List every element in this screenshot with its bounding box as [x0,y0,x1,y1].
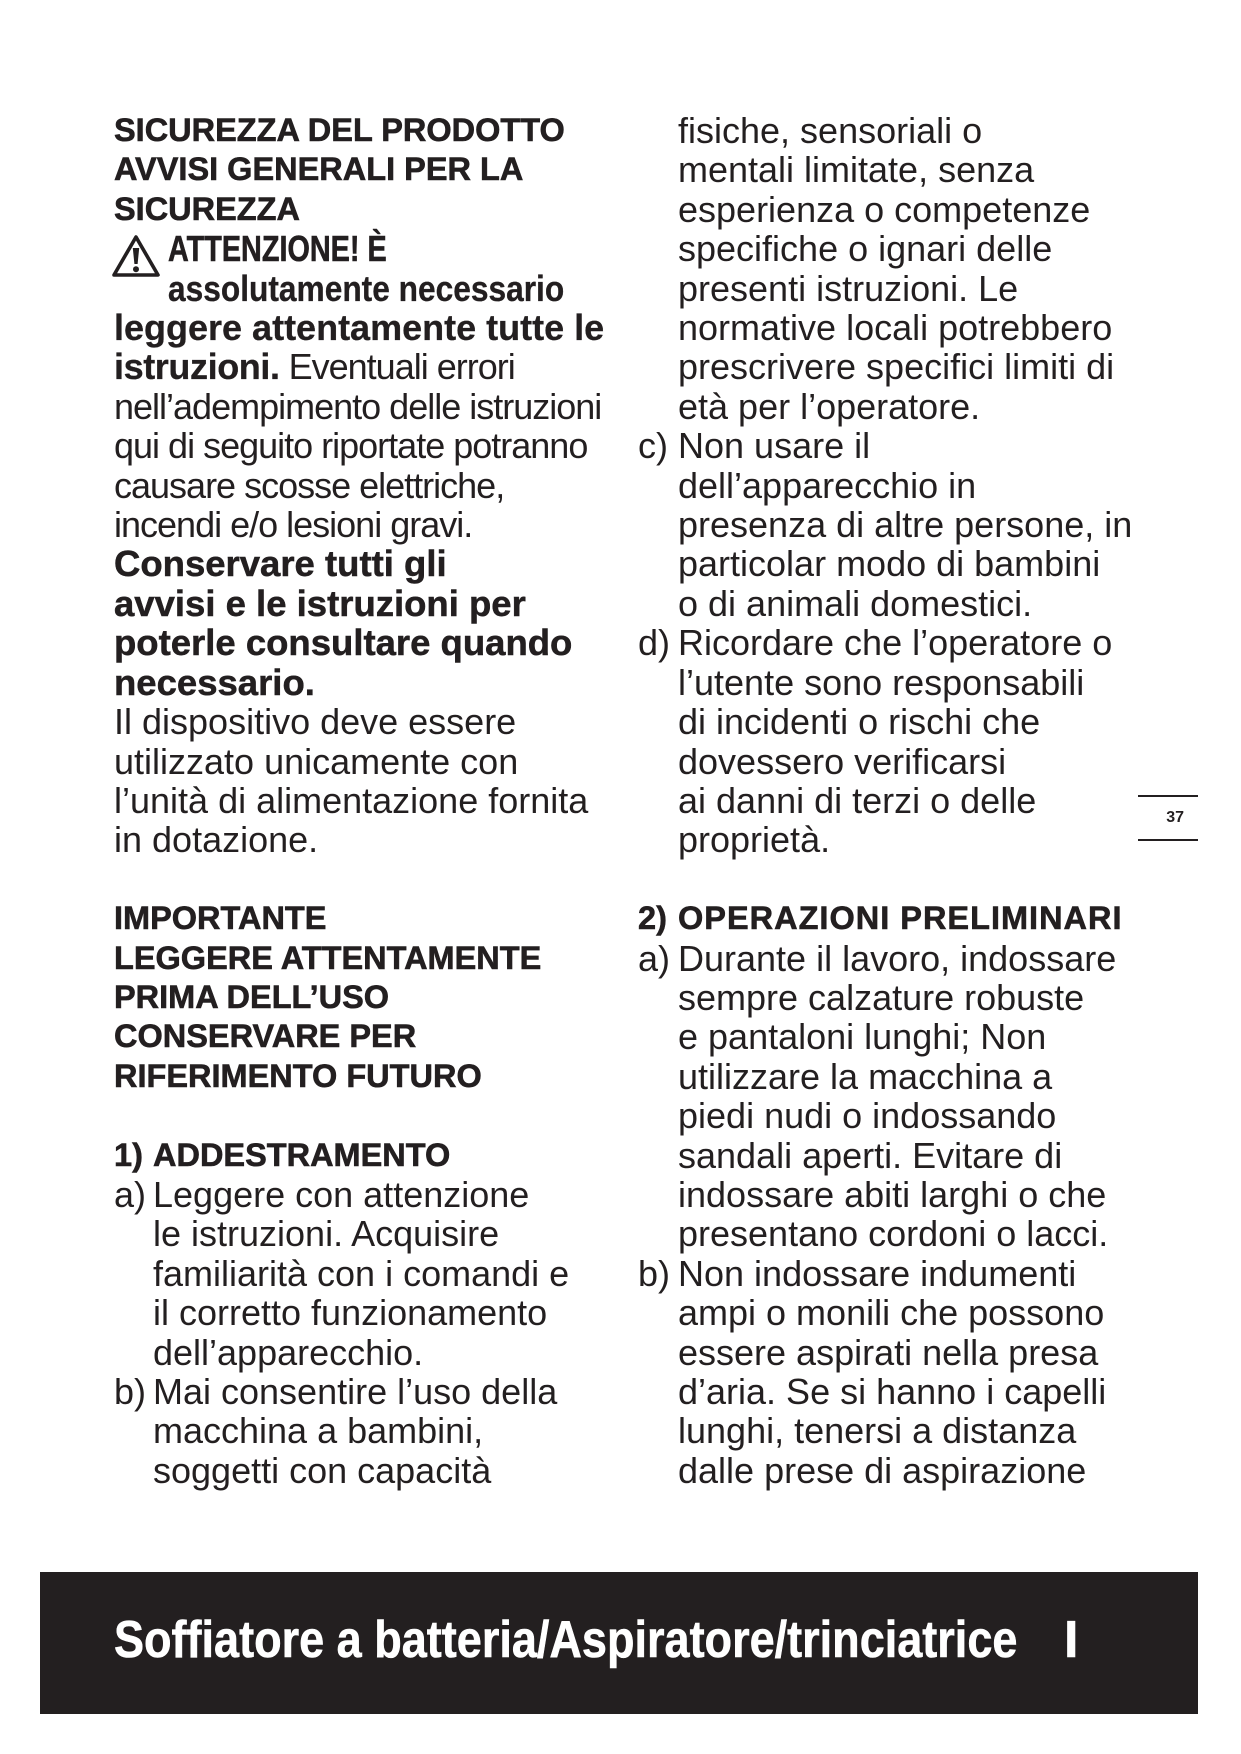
list-item-text: Leggere con attenzione [153,1173,530,1215]
list-item-line: dalle prese di aspirazione [678,1449,1087,1491]
list-item-line: proprietà. [678,819,831,861]
list-item-line: particolar modo di bambini [678,543,1101,585]
power-supply-note-line: Il dispositivo deve essere [114,701,517,743]
left-column [114,111,624,1490]
important-heading-line: RIFERIMENTO FUTURO [114,1057,482,1094]
list-item-line: macchina a bambini, [153,1410,484,1452]
list-item-line: il corretto funzionamento [153,1292,548,1334]
page-number: 37 [1166,809,1184,826]
warning-text: Eventuali errori [288,346,515,388]
list-item-line: l’utente sono responsabili [678,661,1085,703]
list-item-text: Ricordare che l’operatore o [678,622,1113,664]
list-item-line: familiarità con i comandi e [153,1252,570,1294]
footer-title: Soffiatore a batteria/Aspiratore/trinciatrice [114,1611,1018,1669]
list-item-line: dell’apparecchio in [678,464,977,506]
list-item-line: le istruzioni. Acquisire [153,1213,500,1255]
list-item-line: e pantaloni lunghi; Non [678,1016,1047,1058]
keep-instructions-line: necessario. [114,661,315,703]
list-item-line: esperienza o competenze [678,188,1091,230]
power-supply-note-line: l’unità di alimentazione fornita [114,779,589,821]
section-title: OPERAZIONI PRELIMINARI [678,900,1123,937]
list-marker: b) [114,1371,147,1412]
power-supply-note-line: in dotazione. [114,819,319,861]
important-heading-line: LEGGERE ATTENTAMENTE [114,939,542,976]
list-item-line: presenza di altre persone, in [678,504,1133,546]
list-item-line: lunghi, tenersi a distanza [678,1410,1077,1452]
paragraph-spacer [114,860,624,899]
safety-heading-line: AVVISI GENERALI PER LA [114,151,524,188]
list-item-text: Non usare il [678,425,871,467]
warning-bold-line: leggere attentamente tutte le [114,307,605,349]
list-item-line: presenti istruzioni. Le [678,267,1019,309]
list-marker: c) [638,425,668,467]
list-item-line: indossare abiti larghi o che [678,1173,1107,1215]
warning-mixed-line [114,347,624,386]
warning-bold-line [114,269,624,308]
safety-heading-line: SICUREZZA [114,190,300,227]
keep-instructions-line: Conservare tutti gli [114,543,447,585]
safety-heading-line: SICUREZZA DEL PRODOTTO [114,112,565,148]
important-heading-line: IMPORTANTE [114,900,327,937]
list-item-line: di incidenti o rischi che [678,701,1041,743]
footer-language-code: I [1064,1611,1079,1669]
paragraph-spacer [638,860,1178,899]
list-item-first-line [638,939,1178,978]
list-item-line: normative locali potrebbero [678,307,1113,349]
warning-label: ATTENZIONE! È [168,228,387,270]
list-item-text: Non indossare indumenti [678,1252,1077,1294]
section-title: ADDESTRAMENTO [153,1136,451,1173]
list-item-line: essere aspirati nella presa [678,1331,1099,1373]
section-number: 2) [638,900,667,937]
list-item-line: fisiche, sensoriali o [678,110,983,151]
list-item-text: Durante il lavoro, indossare [678,937,1117,979]
list-item-line: presentano cordoni o lacci. [678,1213,1109,1255]
list-item-line: prescrivere specifici limiti di [678,346,1115,388]
list-item-line: o di animali domestici. [678,582,1033,624]
list-item-first-line [114,1175,624,1214]
list-item-first-line [114,1372,624,1411]
list-item-line: ampi o monili che possono [678,1292,1105,1334]
section-number: 1) [114,1136,143,1173]
warning-text-line: incendi e/o lesioni gravi. [114,504,473,546]
warning-text-line: nell’adempimento delle istruzioni [114,385,602,427]
list-item-line: soggetti con capacità [153,1449,492,1491]
list-marker: b) [638,1252,671,1294]
right-column [638,111,1178,1490]
keep-instructions-line: poterle consultare quando [114,622,573,664]
important-heading-line: PRIMA DELL’USO [114,978,390,1015]
power-supply-note-line: utilizzato unicamente con [114,740,519,782]
section-1-heading [114,1136,624,1175]
warning-bold-text: assolutamente necessario [168,267,565,309]
list-item-first-line [638,623,1178,662]
list-item-line: sandali aperti. Evitare di [678,1134,1063,1176]
list-marker: d) [638,622,671,664]
page-number-marker [1138,795,1198,841]
warning-text-line: causare scosse elettriche, [114,464,505,506]
list-item-text: Mai consentire l’uso della [153,1371,558,1412]
list-item-line: piedi nudi o indossando [678,1095,1057,1137]
warning-bold-text: istruzioni. [114,346,280,388]
list-marker: a) [114,1173,147,1215]
paragraph-spacer [114,1096,624,1135]
list-item-line: specifiche o ignari delle [678,228,1053,270]
list-item-line: d’aria. Se si hanno i capelli [678,1371,1107,1412]
section-2-heading [638,899,1178,938]
warning-triangle-icon [111,233,161,280]
list-item-line: ai danni di terzi o delle [678,779,1037,821]
footer-bar [40,1572,1198,1714]
list-item-first-line [638,426,1178,465]
important-heading-line: CONSERVARE PER [114,1018,417,1055]
list-item-first-line [638,1254,1178,1293]
list-item-line: sempre calzature robuste [678,976,1085,1018]
list-item-line: età per l’operatore. [678,385,981,427]
list-item-line: dell’apparecchio. [153,1331,424,1373]
list-item-line: mentali limitate, senza [678,149,1035,191]
list-item-line: dovessero verificarsi [678,740,1007,782]
warning-notice-first-line [114,229,624,268]
warning-text-line: qui di seguito riportate potranno [114,425,588,467]
keep-instructions-line: avvisi e le istruzioni per [114,582,526,624]
list-item-line: utilizzare la macchina a [678,1055,1053,1097]
list-marker: a) [638,937,671,979]
